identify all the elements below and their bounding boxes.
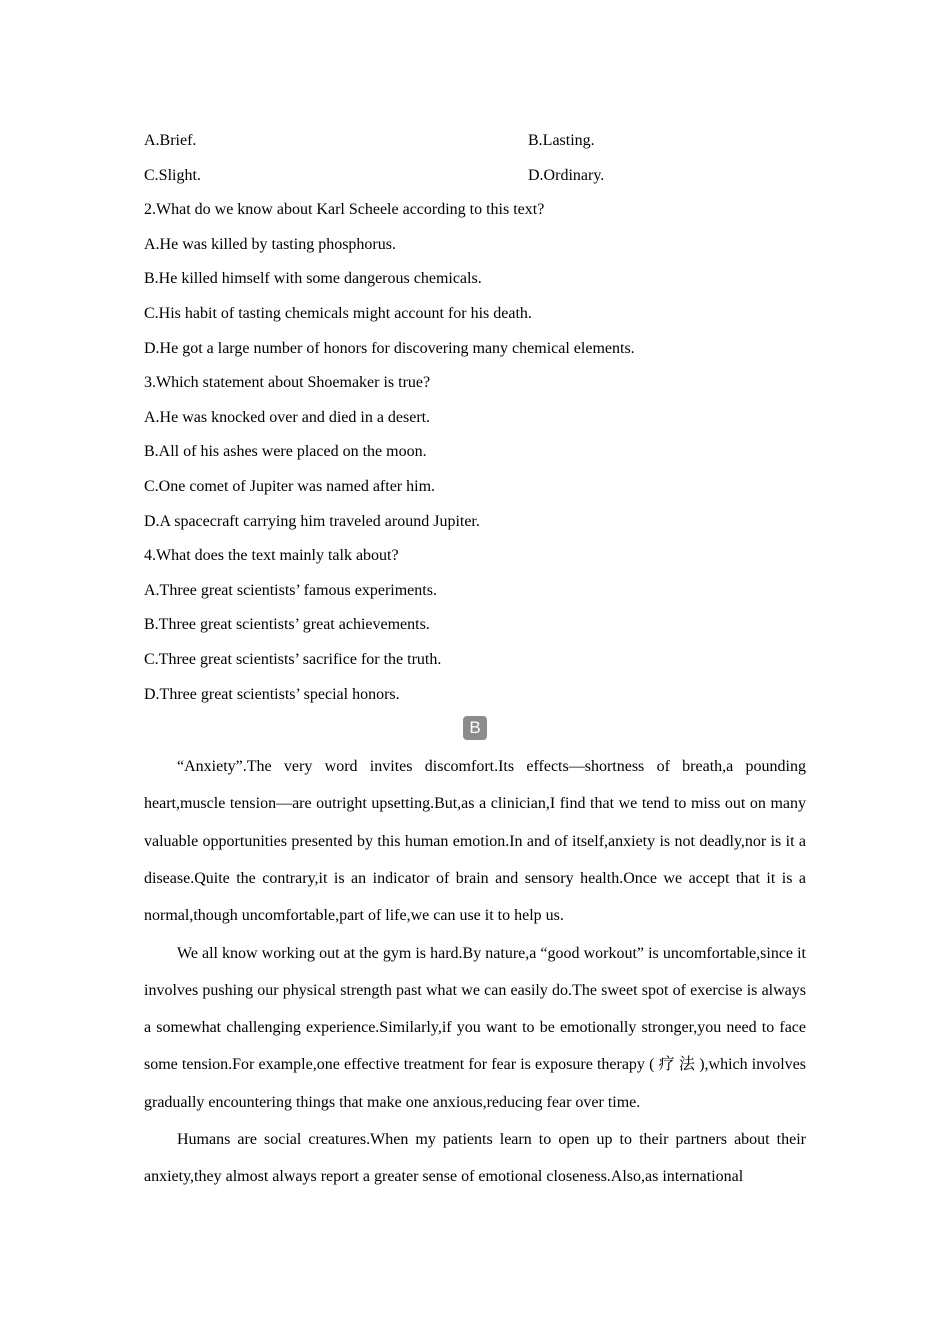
q3-option-d: D.A spacecraft carrying him traveled around Jupiter. xyxy=(144,512,480,530)
q4-option-c: C.Three great scientists’ sacrifice for the truth. xyxy=(144,650,442,668)
q4-option-d: D.Three great scientists’ special honors. xyxy=(144,685,400,703)
q2-option-b: B.He killed himself with some dangerous chemicals. xyxy=(144,270,482,288)
q3-option-a: A.He was knocked over and died in a desert. xyxy=(144,408,431,426)
q2-stem: 2.What do we know about Karl Scheele according to this text? xyxy=(144,201,545,219)
q1-option-c: C.Slight. xyxy=(144,166,201,184)
q1-option-d: D.Ordinary. xyxy=(528,166,605,184)
passage-paragraph-3: Humans are social creatures.When my patients learn to open up to their partners about their anxiety,they almost always report a greater sense of emotional closeness.Also,as international xyxy=(144,1131,806,1186)
passage-paragraph-2: We all know working out at the gym is hard.By nature,a “good workout” is uncomfortable,since it involves pushing our physical strength past what we can easily do.The sweet spot of exercise is always a somewhat challenging experience.Similarly,if you want to be emotionally stronger,you need to face some tension.For example,one effective treatment for fear is exposure therapy ( 疗 法 ),which involves gradually encountering things that make one anxious,reducing fear over time. xyxy=(144,944,806,1111)
q3-option-b: B.All of his ashes were placed on the moon. xyxy=(144,443,427,461)
section-heading xyxy=(144,712,806,748)
q1-options-row-1 xyxy=(144,124,806,159)
document-page xyxy=(144,124,806,1196)
q2-option-a: A.He was killed by tasting phosphorus. xyxy=(144,235,396,253)
q2-option-d: D.He got a large number of honors for discovering many chemical elements. xyxy=(144,339,635,357)
section-b-badge: B xyxy=(463,716,487,740)
q3-option-c: C.One comet of Jupiter was named after him. xyxy=(144,477,436,495)
q1-option-a: A.Brief. xyxy=(144,132,197,149)
q4-option-b: B.Three great scientists’ great achievements. xyxy=(144,616,430,634)
q3-stem: 3.Which statement about Shoemaker is true? xyxy=(144,374,431,392)
q1-options-row-2 xyxy=(144,159,806,194)
q2-option-c: C.His habit of tasting chemicals might account for his death. xyxy=(144,304,532,322)
passage-paragraph-1: “Anxiety”.The very word invites discomfort.Its effects—shortness of breath,a pounding heart,muscle tension—are outright upsetting.But,as a clinician,I find that we tend to miss out on many valuable opportunities presented by this human emotion.In and of itself,anxiety is not deadly,nor is it a disease.Quite the contrary,it is an indicator of brain and sensory health.Once we accept that it is a normal,though uncomfortable,part of life,we can use it to help us. xyxy=(144,758,806,925)
q1-option-b: B.Lasting. xyxy=(528,132,595,149)
q4-stem: 4.What does the text mainly talk about? xyxy=(144,547,399,565)
q4-option-a: A.Three great scientists’ famous experiments. xyxy=(144,581,437,599)
